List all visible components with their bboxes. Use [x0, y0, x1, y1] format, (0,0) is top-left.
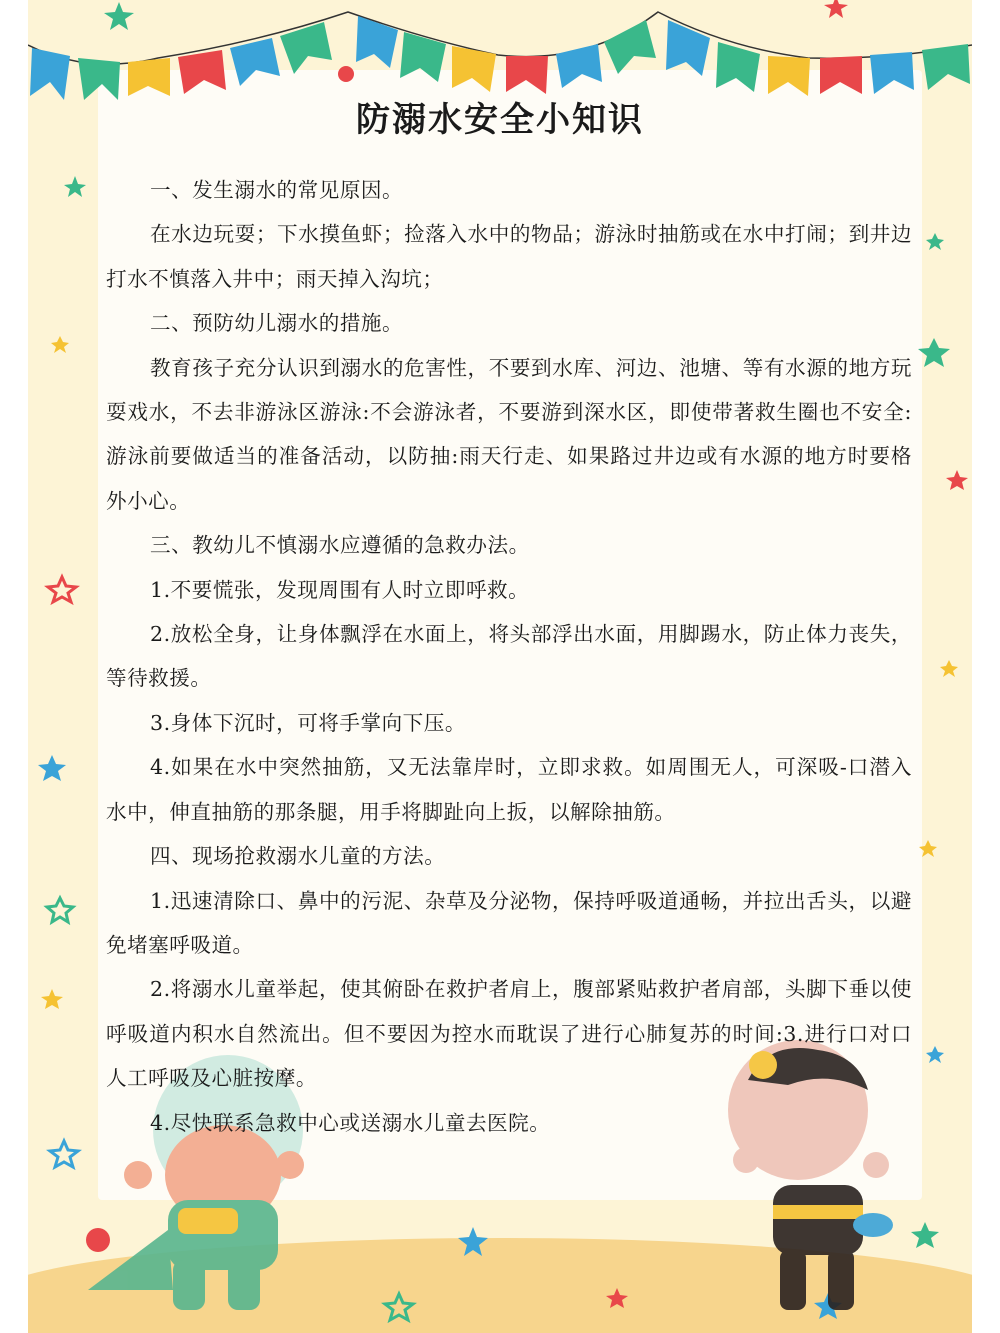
star-icon [385, 1294, 413, 1320]
star-icon [51, 336, 69, 353]
flag-icon [922, 44, 970, 90]
star-icon [918, 338, 950, 367]
flag-icon [820, 56, 862, 94]
star-icon [48, 577, 76, 602]
article-body [106, 168, 912, 1145]
flag-icon [768, 56, 810, 96]
list-item: 4.尽快联系急救中心或送溺水儿童去医院。 [150, 1110, 551, 1135]
section-heading: 四、现场抢救溺水儿童的方法。 [150, 844, 446, 869]
star-icon [458, 1227, 488, 1256]
star-icon [606, 1288, 628, 1308]
star-icon [926, 233, 944, 250]
star-icon [64, 176, 86, 197]
paragraph: 在水边玩耍；下水摸鱼虾；捡落入水中的物品；游泳时抽筋或在水中打闹；到井边打水不慎落入井中；雨天掉入沟坑； [106, 222, 912, 291]
star-icon [86, 1228, 110, 1252]
list-item: 3.身体下沉时，可将手掌向下压。 [150, 710, 466, 735]
flag-icon [452, 46, 496, 92]
star-icon [911, 1222, 939, 1248]
flag-icon [400, 32, 446, 82]
paragraph: 教育孩子充分认识到溺水的危害性，不要到水库、河边、池塘、等有水源的地方玩耍戏水，不去非游泳区游泳:不会游泳者，不要游到深水区，即使带著救生圈也不安全:游泳前要做适当的准备活动，以防抽:雨天行走、如果路过井边或有水源的地方时要格外小心。 [106, 355, 912, 513]
flag-icon [604, 20, 656, 74]
flag-icon [556, 44, 602, 88]
flag-icon [230, 38, 280, 86]
star-icon [919, 840, 937, 857]
star-icon [47, 898, 73, 922]
star-icon [946, 470, 968, 490]
list-item: 1.不要慌张，发现周围有人时立即呼救。 [150, 577, 530, 602]
flag-icon [870, 52, 914, 94]
list-item: 2.将溺水儿童举起，使其俯卧在救护者肩上，腹部紧贴救护者肩部，头脚下垂以使呼吸道内积水自然流出。但不要因为控水而耽误了进行心肺复苏的时间:3.进行口对口人工呼吸及心脏按摩。 [106, 977, 912, 1091]
star-icon [926, 1046, 944, 1063]
star-icon [940, 660, 958, 677]
section-heading: 二、预防幼儿溺水的措施。 [150, 311, 404, 336]
star-icon [41, 989, 63, 1009]
flag-icon [506, 56, 548, 94]
flag-icon [356, 16, 398, 68]
list-item: 4.如果在水中突然抽筋，又无法靠岸时，立即求救。如周围无人，可深吸-口潜入水中，伸直抽筋的那条腿，用手将脚趾向上扳，以解除抽筋。 [106, 755, 912, 824]
list-item: 1.迅速清除口、鼻中的污泥、杂草及分泌物，保持呼吸道通畅，并拉出舌头，以避免堵塞呼吸道。 [106, 888, 912, 957]
star-icon [38, 755, 66, 781]
list-item: 2.放松全身，让身体飘浮在水面上，将头部浮出水面，用脚踢水，防止体力丧失，等待救援。 [106, 622, 912, 691]
flag-icon [178, 50, 226, 94]
section-heading: 三、教幼儿不慎溺水应遵循的急救办法。 [150, 533, 530, 558]
flag-icon [666, 20, 710, 76]
section-heading: 一、发生溺水的常见原因。 [150, 178, 404, 202]
flag-icon [716, 42, 760, 92]
page-title: 防溺水安全小知识 [356, 100, 644, 140]
star-icon [50, 1141, 78, 1167]
flag-icon [128, 58, 170, 96]
